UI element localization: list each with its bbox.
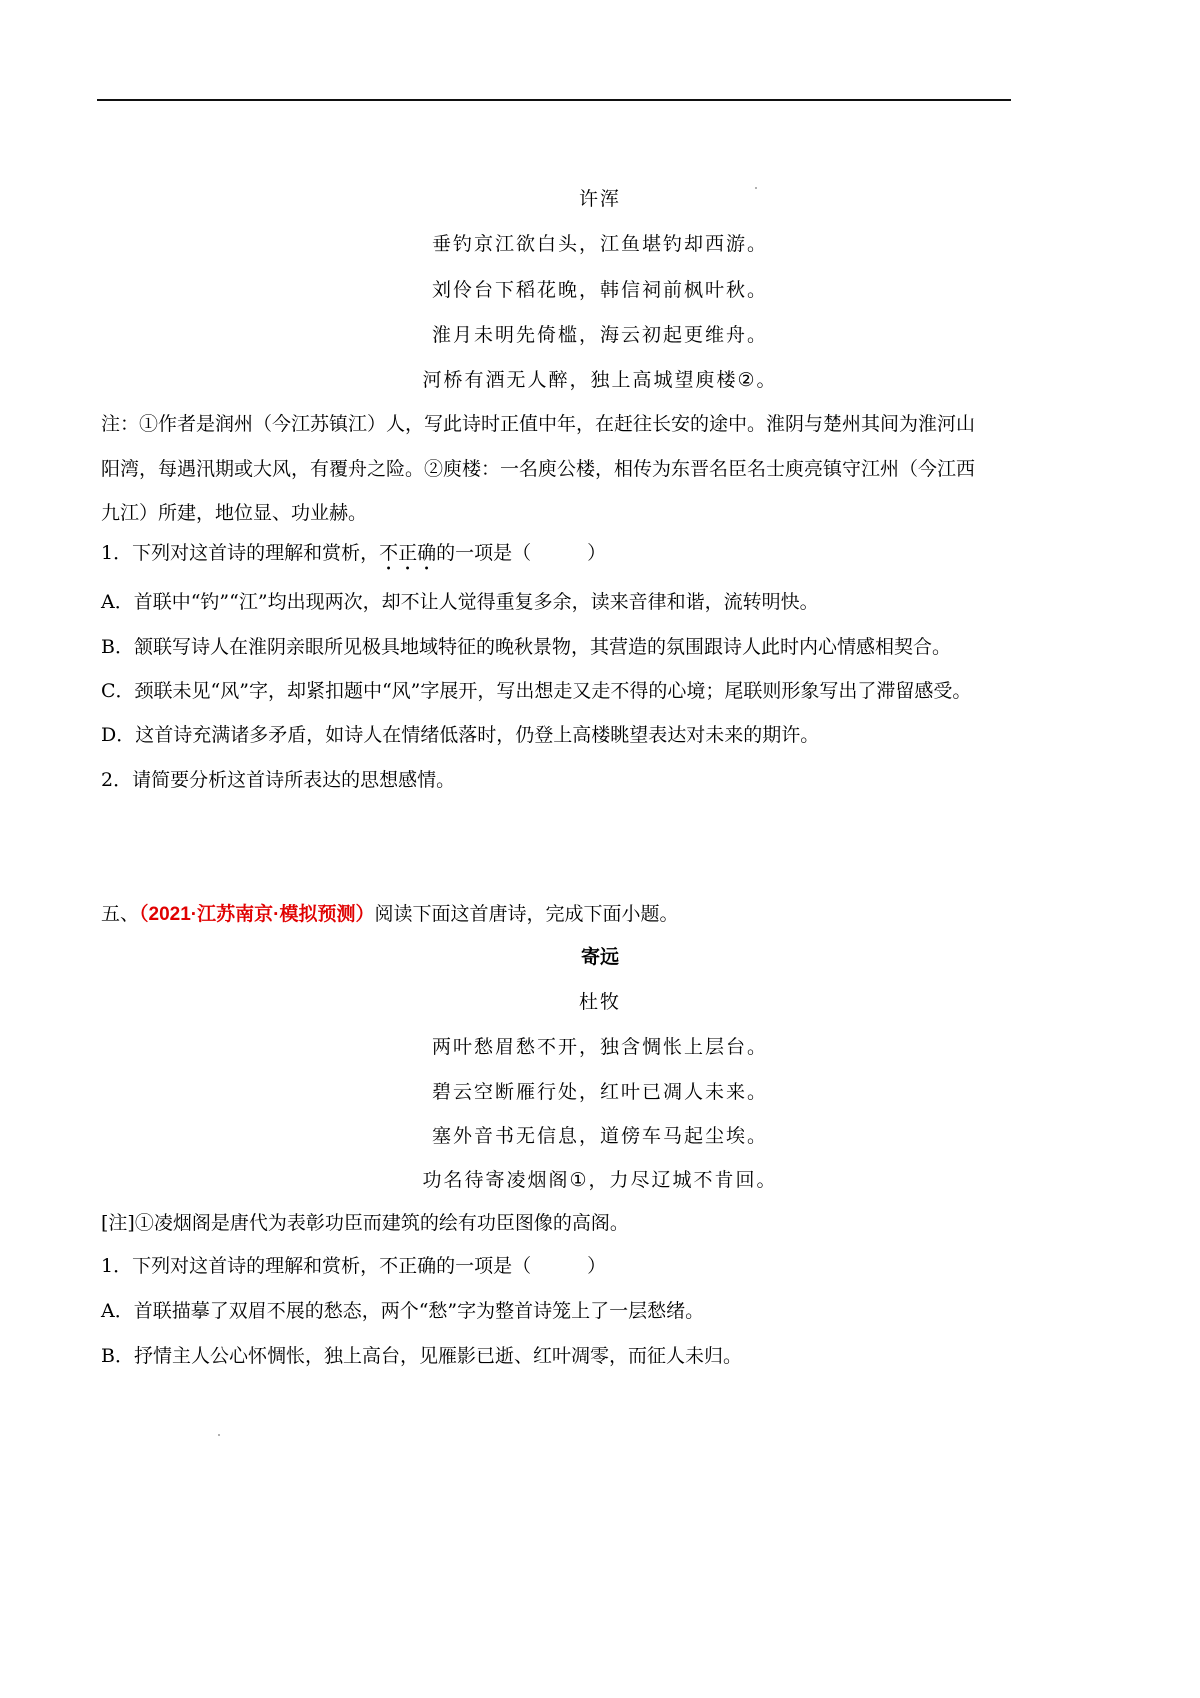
- poem1-option-a: A．首联中“钓”“江”均出现两次，却不让人觉得重复多余，读来音律和谐，流转明快。: [101, 591, 819, 613]
- section5-prefix: 五、: [101, 903, 140, 925]
- question-suffix: 的一项是（: [436, 542, 532, 564]
- poem1-line-1: 垂钓京江欲白头，江鱼堪钓却西游。: [431, 233, 768, 255]
- poem2-note: [注]①凌烟阁是唐代为表彰功臣而建筑的绘有功臣图像的高阁。: [101, 1212, 629, 1234]
- poem2-title: 寄远: [580, 946, 619, 968]
- poem1-note-line-2: 阳湾，每遇汛期或大风，有覆舟之险。②庾楼：一名庾公楼，相传为东晋名臣名士庾亮镇守江州（今江西: [101, 458, 976, 480]
- poem1-author: 许浑: [578, 188, 621, 210]
- poem1-option-b: B．颔联写诗人在淮阴亲眼所见极具地域特征的晚秋景物，其营造的氛围跟诗人此时内心情感相契合。: [101, 636, 951, 658]
- poem1-note-line-1: 注：①作者是润州（今江苏镇江）人，写此诗时正值中年，在赶往长安的途中。淮阴与楚州其间为淮河山: [101, 413, 976, 435]
- scan-speck: [755, 187, 757, 189]
- poem2-line-1: 两叶愁眉愁不开，独含惆怅上层台。: [431, 1036, 768, 1058]
- poem2-question-1: [101, 1253, 1011, 1279]
- poem1-line-3: 淮月未明先倚槛，海云初起更维舟。: [431, 324, 768, 346]
- poem2-line-3: 塞外音书无信息，道傍车马起尘埃。: [431, 1125, 768, 1147]
- question-close: ）: [587, 542, 607, 564]
- poem2-line-2: 碧云空断雁行处，红叶已凋人未来。: [431, 1081, 768, 1103]
- question-prefix: 1．下列对这首诗的理解和赏析，: [101, 542, 380, 564]
- header-rule: [97, 99, 1011, 101]
- question-emphasis: 不正确: [379, 542, 437, 564]
- section5-heading: [101, 901, 1011, 928]
- poem2-author: 杜牧: [578, 991, 621, 1013]
- poem2-line-4: 功名待寄凌烟阁①，力尽辽城不肯回。: [422, 1169, 778, 1191]
- section5-source: （2021·江苏南京·模拟预测）: [139, 904, 375, 925]
- poem1-question-2: 2．请简要分析这首诗所表达的思想感情。: [101, 769, 456, 791]
- poem1-question-1: [101, 540, 1011, 575]
- poem1-option-c: C．颈联未见“风”字，却紧扣题中“风”字展开，写出想走又走不得的心境；尾联则形象写出了滞留感受。: [101, 680, 972, 702]
- scan-speck: [218, 1434, 220, 1436]
- poem2-option-a: A．首联描摹了双眉不展的愁态，两个“愁”字为整首诗笼上了一层愁绪。: [101, 1300, 705, 1322]
- poem1-line-4: 河桥有酒无人醉，独上高城望庾楼②。: [422, 369, 778, 391]
- poem1-line-2: 刘伶台下稻花晚，韩信祠前枫叶秋。: [431, 279, 768, 301]
- section5-instruction: 阅读下面这首唐诗，完成下面小题。: [374, 903, 679, 925]
- poem2-option-b: B．抒情主人公心怀惆怅，独上高台，见雁影已逝、红叶凋零，而征人未归。: [101, 1345, 742, 1367]
- poem1-option-d: D．这首诗充满诸多矛盾，如诗人在情绪低落时，仍登上高楼眺望表达对未来的期许。: [101, 724, 820, 746]
- question-text: 1．下列对这首诗的理解和赏析，不正确的一项是（: [101, 1255, 532, 1277]
- poem1-note-line-3: 九江）所建，地位显、功业赫。: [101, 502, 368, 524]
- question-close: ）: [587, 1255, 607, 1277]
